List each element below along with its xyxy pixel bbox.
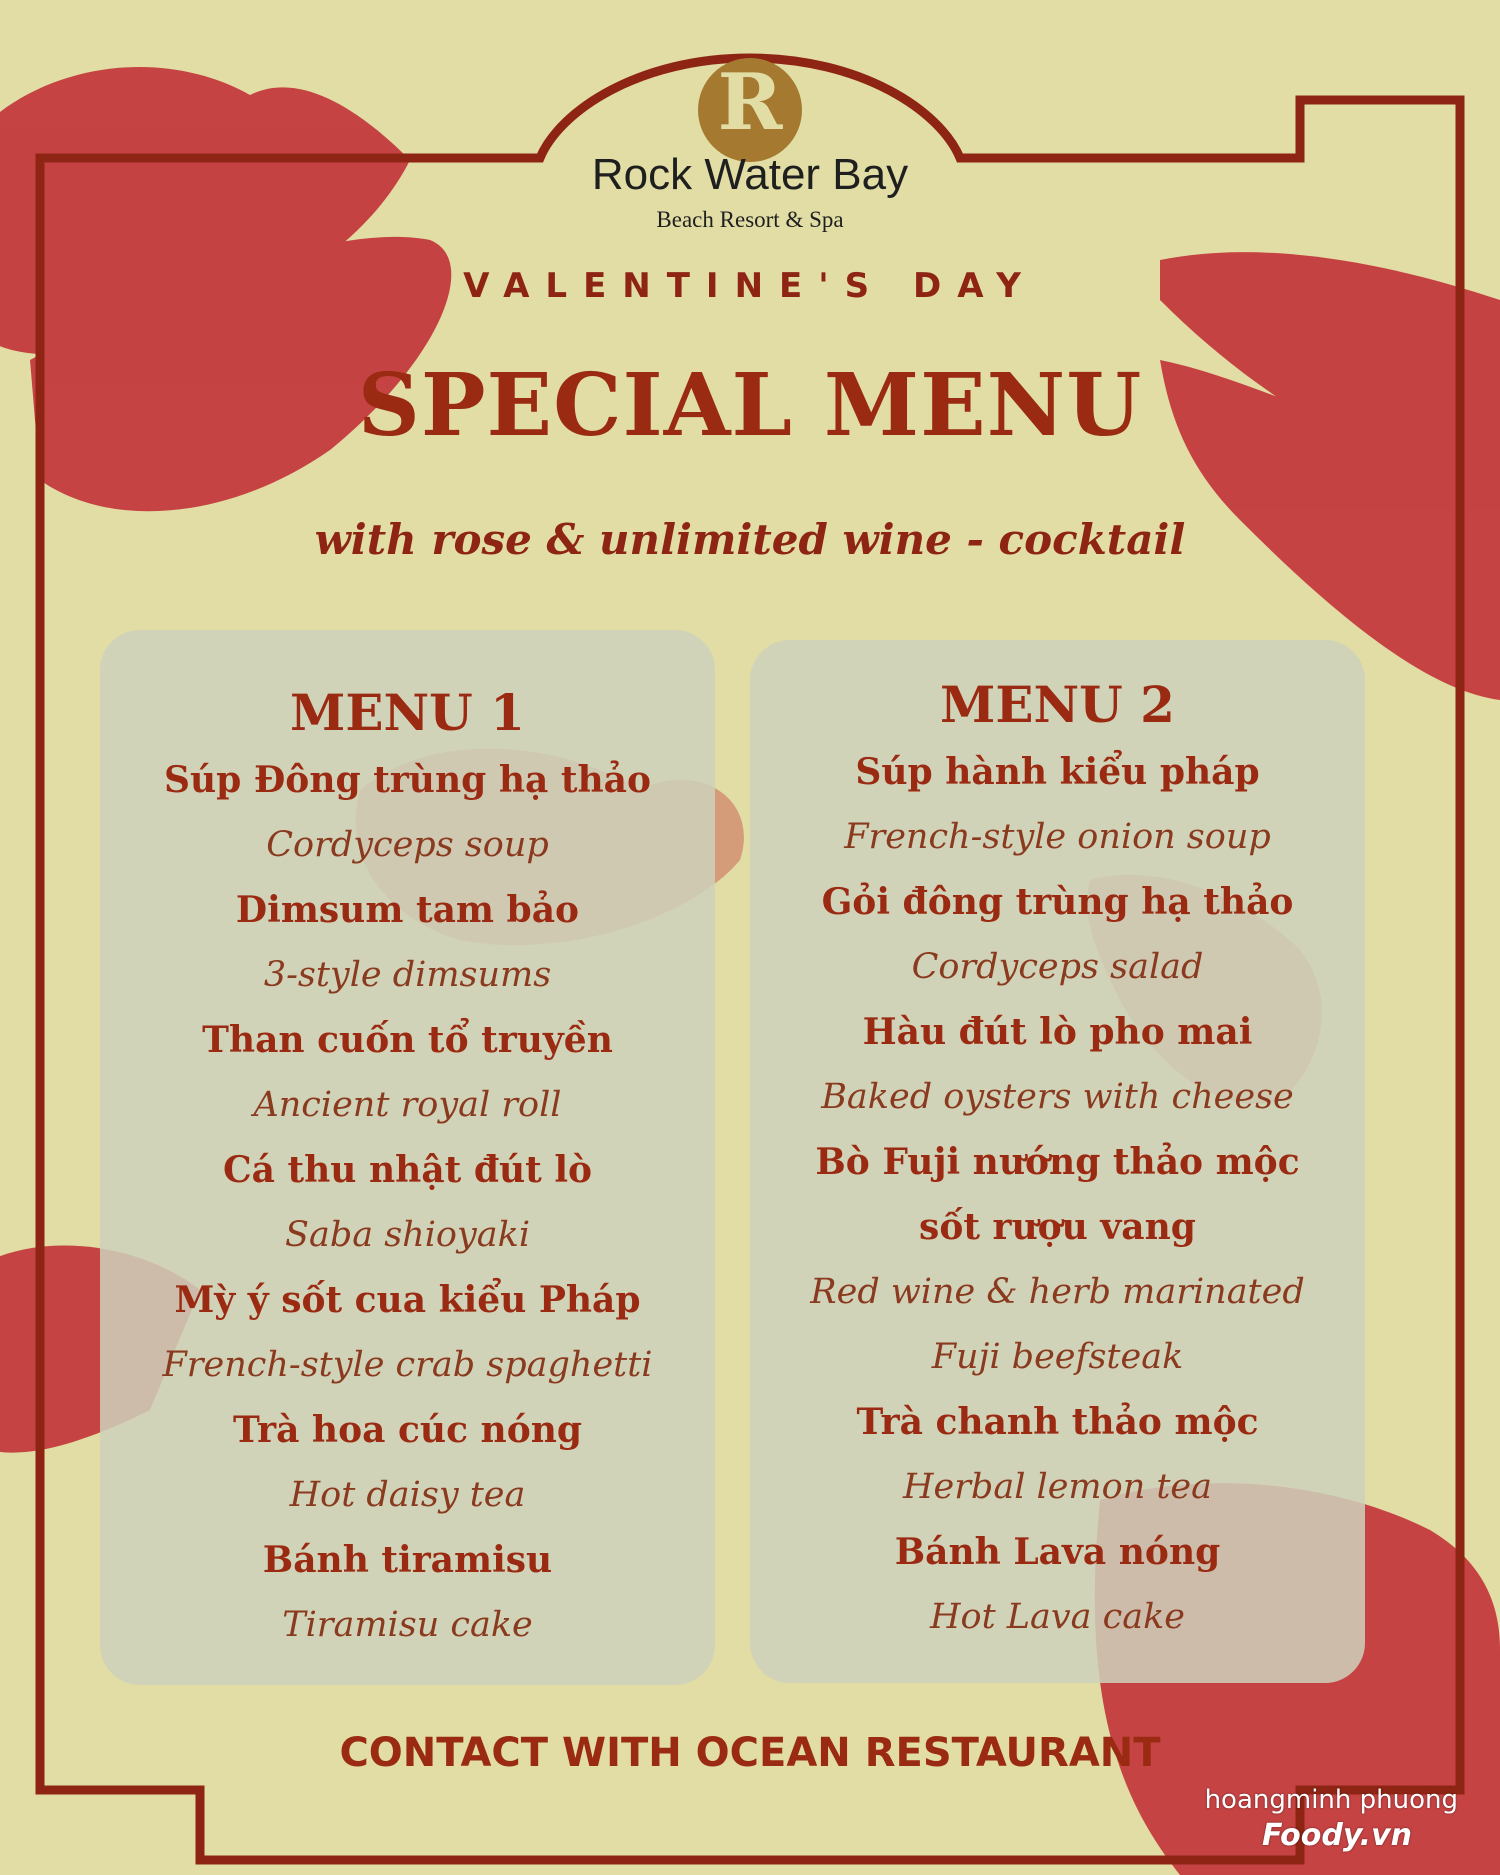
event-kicker: VALENTINE'S DAY (463, 266, 1037, 306)
dish-name: Bánh Lava nóng (894, 1531, 1221, 1573)
menu-panel-2 (750, 640, 1365, 1683)
dish-translation: Cordyceps soup (266, 825, 549, 865)
dish-name: Than cuốn tổ truyền (202, 1019, 613, 1061)
dish-name: Hàu đút lò pho mai (862, 1011, 1253, 1053)
dish-name: Mỳ ý sốt cua kiểu Pháp (174, 1279, 641, 1321)
brand-name: Rock Water Bay (591, 150, 909, 199)
dish-translation: Cordyceps salad (911, 947, 1204, 987)
dish-name: Gỏi đông trùng hạ thảo (821, 881, 1294, 923)
dish-name: Dimsum tam bảo (235, 889, 580, 931)
menu-item-list (100, 748, 715, 1658)
dish-translation: Hot daisy tea (289, 1475, 526, 1515)
dish-translation: Baked oysters with cheese (821, 1077, 1294, 1117)
brand-logo-letter: R (717, 57, 783, 148)
page-title: SPECIAL MENU (357, 355, 1143, 456)
dish-name: Trà chanh thảo mộc (856, 1401, 1259, 1443)
menu-panel-1 (100, 630, 715, 1685)
dish-translation: Red wine & herb marinated (810, 1272, 1305, 1312)
tagline: with rose & unlimited wine - cocktail (314, 515, 1186, 564)
dish-translation: Ancient royal roll (253, 1085, 562, 1125)
dish-name: Cá thu nhật đút lò (222, 1149, 593, 1191)
dish-translation: Saba shioyaki (284, 1215, 531, 1255)
brand-logo (698, 58, 802, 162)
dish-translation: Herbal lemon tea (902, 1467, 1213, 1507)
contact-footer: CONTACT WITH OCEAN RESTAURANT (339, 1730, 1161, 1776)
dish-translation: 3-style dimsums (263, 955, 552, 995)
dish-name: sốt rượu vang (919, 1206, 1196, 1248)
menu-title: MENU 1 (290, 683, 525, 742)
dish-translation: Tiramisu cake (282, 1605, 533, 1645)
menu-item-list (750, 740, 1365, 1650)
watermark-brand: Foody.vn (1262, 1818, 1412, 1853)
dish-name: Bò Fuji nướng thảo mộc (815, 1141, 1300, 1183)
brand-subtitle: Beach Resort & Spa (656, 207, 844, 232)
dish-name: Bánh tiramisu (262, 1539, 553, 1581)
menu-title: MENU 2 (940, 675, 1175, 734)
dish-translation: Hot Lava cake (929, 1597, 1186, 1637)
watermark-author: hoangminh phuong (1204, 1785, 1458, 1815)
dish-translation: French-style crab spaghetti (162, 1345, 653, 1385)
dish-name: Trà hoa cúc nóng (232, 1409, 583, 1451)
dish-name: Súp Đông trùng hạ thảo (163, 759, 652, 801)
dish-translation: French-style onion soup (844, 817, 1271, 857)
dish-translation: Fuji beefsteak (931, 1337, 1184, 1377)
dish-name: Súp hành kiểu pháp (855, 751, 1260, 793)
